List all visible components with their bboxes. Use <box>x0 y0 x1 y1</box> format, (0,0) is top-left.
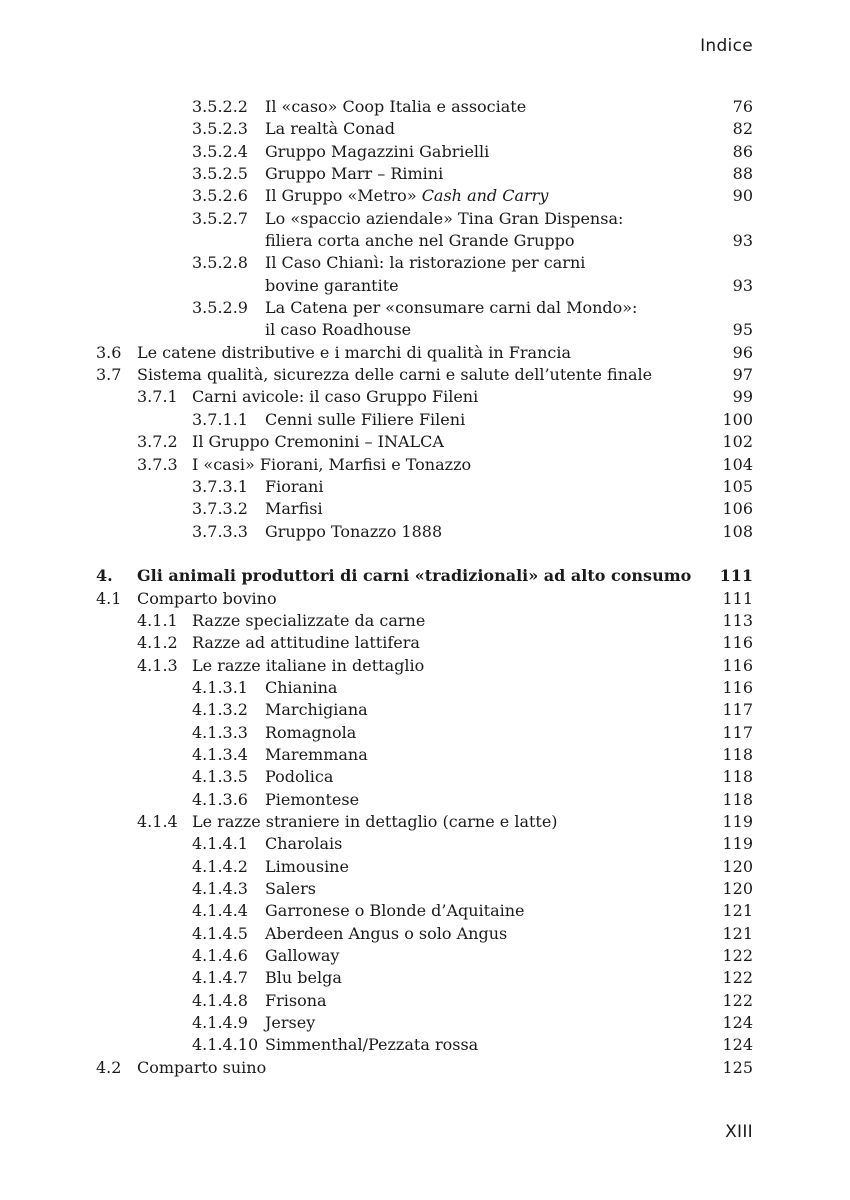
toc-entry-number: 3.7.3.1 <box>192 476 248 496</box>
toc-entry-title-text: Podolica <box>265 767 334 787</box>
toc-entry-title-text: Carni avicole: il caso Gruppo Fileni <box>192 387 479 407</box>
toc-entry[interactable] <box>96 990 753 1012</box>
toc-entry-title-text: Il «caso» Coop Italia e associate <box>265 97 527 116</box>
toc-entry-number: 3.7 <box>96 365 122 385</box>
toc-entry-title <box>265 409 465 431</box>
toc-entry-title-text: Marchigiana <box>265 700 368 720</box>
toc-entry-number: 4.1.4.6 <box>192 946 248 966</box>
toc-entry[interactable] <box>96 632 753 654</box>
table-of-contents <box>96 96 753 1079</box>
toc-entry-page: 120 <box>722 856 753 876</box>
toc-entry-title <box>137 1057 266 1079</box>
toc-entry[interactable] <box>96 476 753 498</box>
toc-entry[interactable] <box>96 833 753 855</box>
toc-entry-title-text: Frisona <box>265 990 327 1010</box>
toc-entry-title-text: Gruppo Tonazzo 1888 <box>265 521 443 541</box>
toc-entry-title-text: Il Gruppo Cremonini – INALCA <box>192 432 444 452</box>
toc-entry-page: 121 <box>722 923 753 943</box>
toc-entry-number: 3.7.3.3 <box>192 521 248 541</box>
toc-entry-title <box>137 364 652 386</box>
toc-entry[interactable] <box>96 297 753 319</box>
toc-entry[interactable] <box>96 588 753 610</box>
toc-entry-page: 102 <box>722 432 753 452</box>
toc-entry-title <box>192 431 444 453</box>
toc-entry-number: 3.5.2.7 <box>192 208 248 228</box>
toc-entry-page: 96 <box>732 342 753 362</box>
toc-entry-page: 122 <box>722 946 753 966</box>
toc-entry-title <box>137 342 571 364</box>
toc-entry[interactable] <box>96 208 753 230</box>
toc-entry-title-text: Garronese o Blonde d’Aquitaine <box>265 901 525 921</box>
toc-entry-title-text: Razze ad attitudine lattifera <box>192 633 420 653</box>
toc-entry-title-text: Galloway <box>265 946 340 966</box>
toc-entry[interactable] <box>96 96 753 118</box>
toc-entry[interactable] <box>96 722 753 744</box>
toc-entry-title-text: Lo «spaccio aziendale» Tina Gran Dispensa: <box>265 208 624 228</box>
toc-entry-title <box>265 923 507 945</box>
toc-entry-title-text: Razze specializzate da carne <box>192 610 426 630</box>
toc-entry-number: 4.1.3 <box>137 655 178 675</box>
toc-entry-number: 4.1.4.1 <box>192 834 248 854</box>
toc-entry[interactable] <box>96 766 753 788</box>
toc-entry-title <box>265 744 368 766</box>
toc-entry-number: 4.1.4.8 <box>192 990 248 1010</box>
toc-entry-title <box>265 789 359 811</box>
toc-entry-title <box>265 521 442 543</box>
toc-entry-number: 4.1.2 <box>137 633 178 653</box>
toc-entry-title-text: Sistema qualità, sicurezza delle carni e salute dell’utente finale <box>137 365 653 385</box>
toc-entry-number: 4.1 <box>96 588 122 608</box>
toc-entry-title <box>265 476 323 498</box>
toc-entry-number: 4.1.4.5 <box>192 923 248 943</box>
toc-entry[interactable] <box>96 454 753 476</box>
toc-entry[interactable] <box>96 900 753 922</box>
toc-entry-title-italic: Cash and Carry <box>421 186 549 206</box>
toc-entry[interactable] <box>96 856 753 878</box>
toc-entry[interactable] <box>96 1034 753 1056</box>
toc-entry-number: 4.1.1 <box>137 610 178 630</box>
section-spacer <box>96 543 753 565</box>
toc-entry-number: 4.1.3.5 <box>192 767 248 787</box>
toc-entry[interactable] <box>96 811 753 833</box>
toc-entry-number: 4.1.3.3 <box>192 722 248 742</box>
toc-entry-page: 113 <box>722 610 753 630</box>
toc-entry-number: 3.5.2.9 <box>192 298 248 318</box>
toc-entry[interactable] <box>96 230 753 252</box>
toc-entry-title-text: Cenni sulle Filiere Fileni <box>265 409 466 429</box>
toc-entry-page: 90 <box>732 186 753 206</box>
toc-entry-page: 76 <box>732 97 753 116</box>
toc-entry[interactable] <box>96 1012 753 1034</box>
toc-entry[interactable] <box>96 967 753 989</box>
toc-entry-number: 3.5.2.4 <box>192 141 248 161</box>
toc-entry-title-text: Fiorani <box>265 476 324 496</box>
toc-entry-page: 125 <box>722 1057 753 1077</box>
toc-entry[interactable] <box>96 610 753 632</box>
toc-entry-page: 119 <box>722 812 753 831</box>
toc-entry-title <box>265 185 548 207</box>
toc-entry[interactable] <box>96 1057 753 1079</box>
toc-entry[interactable] <box>96 118 753 140</box>
toc-entry-title-text: La Catena per «consumare carni dal Mondo»: <box>265 298 638 318</box>
toc-entry[interactable] <box>96 521 753 543</box>
toc-entry-number: 4.1.3.1 <box>192 677 248 697</box>
toc-entry-number: 4.1.4.7 <box>192 968 248 988</box>
toc-entry-page: 119 <box>722 834 753 854</box>
toc-entry-page: 95 <box>732 320 753 340</box>
toc-entry-page: 118 <box>722 789 753 809</box>
toc-entry[interactable] <box>96 342 753 364</box>
toc-entry-title <box>265 163 443 185</box>
toc-entry-title <box>265 252 585 274</box>
toc-entry[interactable] <box>96 252 753 274</box>
toc-entry-title-text: Comparto suino <box>137 1057 267 1077</box>
toc-entry-title-text: Le catene distributive e i marchi di qualità in Francia <box>137 342 572 362</box>
toc-entry-title <box>265 900 525 922</box>
toc-entry-page: 99 <box>732 387 753 407</box>
toc-entry-title <box>265 833 342 855</box>
toc-entry-title-text: Simmenthal/Pezzata rossa <box>265 1035 479 1055</box>
toc-entry-title <box>265 96 526 118</box>
toc-entry-title <box>265 967 342 989</box>
toc-entry-page: 120 <box>722 879 753 899</box>
toc-entry-title-text: Marfisi <box>265 499 323 519</box>
toc-entry-title <box>265 990 327 1012</box>
toc-entry-page: 106 <box>722 499 753 519</box>
toc-entry-number: 3.5.2.5 <box>192 164 248 184</box>
toc-entry-number: 3.7.1 <box>137 387 178 407</box>
toc-entry-page: 117 <box>722 700 753 720</box>
toc-entry-title <box>265 208 623 230</box>
toc-entry-title <box>265 945 339 967</box>
toc-entry-page: 116 <box>722 655 753 675</box>
toc-entry-number: 3.7.3.2 <box>192 499 248 519</box>
toc-entry-number: 3.7.2 <box>137 432 178 452</box>
toc-entry-page: 97 <box>732 365 753 385</box>
toc-entry-number: 4.1.4.9 <box>192 1013 248 1033</box>
toc-entry-page: 116 <box>722 633 753 653</box>
toc-entry-title <box>192 454 471 476</box>
toc-entry[interactable] <box>96 431 753 453</box>
toc-entry[interactable] <box>96 319 753 341</box>
toc-entry[interactable] <box>96 923 753 945</box>
toc-entry-title <box>265 722 356 744</box>
toc-entry-title-text: Maremmana <box>265 744 368 764</box>
toc-entry-page: 117 <box>722 722 753 742</box>
toc-entry[interactable] <box>96 185 753 207</box>
toc-entry-number: 3.7.1.1 <box>192 409 248 429</box>
toc-entry-title <box>265 878 316 900</box>
toc-entry-title <box>192 655 424 677</box>
toc-entry-page: 82 <box>732 119 753 139</box>
toc-entry-title-text: Gruppo Magazzini Gabrielli <box>265 141 490 161</box>
toc-entry-title-text: Gli animali produttori di carni «tradizionali» ad alto consumo <box>137 566 692 586</box>
toc-entry-title <box>265 319 411 341</box>
toc-entry[interactable] <box>96 498 753 520</box>
toc-entry-title <box>192 632 420 654</box>
toc-entry-title <box>265 1034 478 1056</box>
toc-entry-title <box>265 699 368 721</box>
toc-entry-title-text: I «casi» Fiorani, Marfisi e Tonazzo <box>192 454 472 474</box>
toc-entry-title <box>265 856 349 878</box>
toc-entry[interactable] <box>96 163 753 185</box>
toc-entry-title-text: il caso Roadhouse <box>265 320 412 340</box>
toc-entry-number: 4.1.3.6 <box>192 789 248 809</box>
toc-entry-page: 122 <box>722 990 753 1010</box>
toc-entry-title-text: Piemontese <box>265 789 360 809</box>
toc-entry-number: 4.1.4.2 <box>192 856 248 876</box>
toc-entry-number: 4.2 <box>96 1057 122 1077</box>
toc-entry-page: 93 <box>732 231 753 251</box>
toc-entry-title-text: Il Gruppo «Metro» <box>265 186 422 206</box>
toc-entry[interactable] <box>96 677 753 699</box>
toc-entry[interactable] <box>96 945 753 967</box>
toc-entry-page: 111 <box>722 588 753 608</box>
toc-entry-number: 4.1.4.4 <box>192 901 248 921</box>
toc-entry-page: 88 <box>732 164 753 184</box>
toc-entry[interactable] <box>96 699 753 721</box>
toc-entry-title-text: Charolais <box>265 834 343 854</box>
toc-entry-number: 4.1.4.10 <box>192 1035 259 1055</box>
toc-entry-title <box>265 230 575 252</box>
toc-entry[interactable] <box>96 744 753 766</box>
toc-entry-title-text: Il Caso Chianì: la ristorazione per carni <box>265 253 586 273</box>
toc-entry-title-text: bovine garantite <box>265 275 399 295</box>
toc-entry-title <box>265 677 337 699</box>
toc-entry-title-text: Aberdeen Angus o solo Angus <box>265 923 508 943</box>
toc-entry-title-text: Limousine <box>265 856 349 876</box>
toc-entry-page: 93 <box>732 275 753 295</box>
toc-entry-number: 4.1.3.2 <box>192 700 248 720</box>
toc-entry-title-text: La realtà Conad <box>265 119 396 139</box>
toc-entry-page: 116 <box>722 677 753 697</box>
toc-entry-number: 3.5.2.6 <box>192 186 248 206</box>
page-number: XIII <box>725 1122 753 1142</box>
toc-entry-title-text: Gruppo Marr – Rimini <box>265 164 444 184</box>
toc-entry-page: 111 <box>719 566 753 586</box>
toc-entry-title <box>192 811 558 833</box>
toc-chapter-entry[interactable] <box>96 565 753 587</box>
toc-entry-page: 100 <box>722 409 753 429</box>
toc-entry-page: 124 <box>722 1035 753 1055</box>
toc-entry-page: 118 <box>722 744 753 764</box>
toc-entry-title-text: Le razze italiane in dettaglio <box>192 655 425 675</box>
toc-entry[interactable] <box>96 386 753 408</box>
toc-entry-title-text: Romagnola <box>265 722 357 742</box>
toc-entry[interactable] <box>96 409 753 431</box>
toc-entry-title <box>192 610 425 632</box>
toc-entry-number: 3.6 <box>96 342 122 362</box>
toc-entry-number: 4.1.4 <box>137 812 178 831</box>
toc-entry-page: 104 <box>722 454 753 474</box>
toc-entry-title-text: Salers <box>265 879 316 899</box>
toc-entry-title <box>265 1012 315 1034</box>
toc-entry-number: 4.1.3.4 <box>192 744 248 764</box>
toc-entry-title-text: Comparto bovino <box>137 588 277 608</box>
toc-entry[interactable] <box>96 141 753 163</box>
running-header: Indice <box>700 36 753 56</box>
toc-entry-page: 108 <box>722 521 753 541</box>
toc-entry-number: 3.5.2.8 <box>192 253 248 273</box>
toc-entry-title-text: Blu belga <box>265 968 342 988</box>
toc-entry[interactable] <box>96 878 753 900</box>
toc-entry[interactable] <box>96 275 753 297</box>
toc-entry-title <box>265 297 637 319</box>
toc-entry-page: 105 <box>722 476 753 496</box>
toc-entry-number: 3.7.3 <box>137 454 178 474</box>
toc-entry[interactable] <box>96 364 753 386</box>
toc-entry-title-text: Le razze straniere in dettaglio (carne e latte) <box>192 812 558 831</box>
toc-entry-title-text: filiera corta anche nel Grande Gruppo <box>265 231 575 251</box>
toc-entry-page: 121 <box>722 901 753 921</box>
toc-entry-title <box>265 766 333 788</box>
toc-entry-page: 124 <box>722 1013 753 1033</box>
toc-entry-title <box>265 141 489 163</box>
toc-entry-title <box>265 118 395 140</box>
toc-entry[interactable] <box>96 789 753 811</box>
toc-entry-page: 86 <box>732 141 753 161</box>
toc-entry-number: 3.5.2.2 <box>192 97 248 116</box>
toc-entry-page: 118 <box>722 767 753 787</box>
toc-entry-title <box>265 275 399 297</box>
toc-entry-number: 4.1.4.3 <box>192 879 248 899</box>
toc-entry-title <box>265 498 323 520</box>
toc-entry[interactable] <box>96 655 753 677</box>
toc-entry-title <box>137 565 691 587</box>
toc-entry-title <box>137 588 277 610</box>
toc-entry-title <box>192 386 478 408</box>
toc-entry-title-text: Jersey <box>265 1013 316 1033</box>
toc-entry-title-text: Chianina <box>265 677 338 697</box>
toc-entry-number: 4. <box>96 566 113 586</box>
toc-entry-page: 122 <box>722 968 753 988</box>
toc-entry-number: 3.5.2.3 <box>192 119 248 139</box>
